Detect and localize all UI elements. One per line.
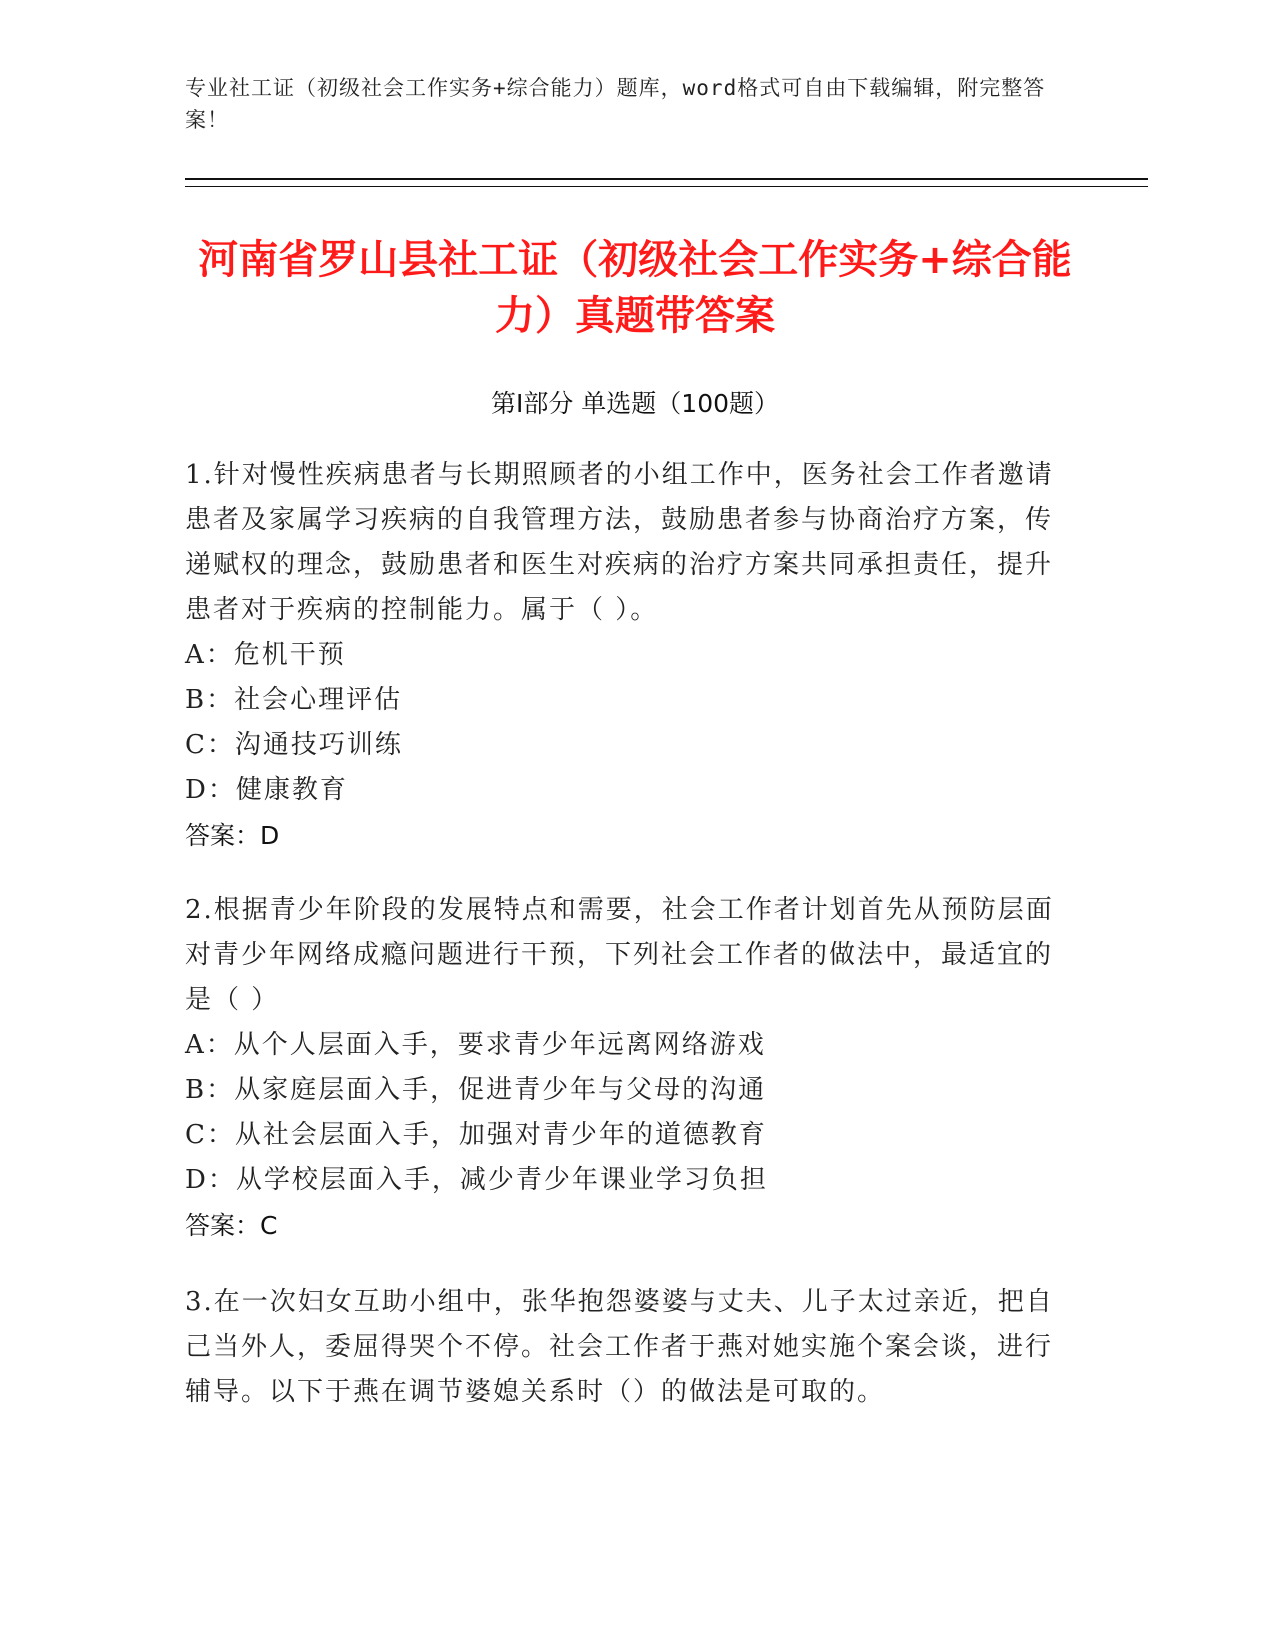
option-d: D：从学校层面入手，减少青少年课业学习负担 (185, 1165, 768, 1195)
answer: 答案：D (185, 821, 280, 850)
question-stem: 2.根据青少年阶段的发展特点和需要，社会工作者计划首先从预防层面对青少年网络成瘾问题进行干预，下列社会工作者的做法中，最适宜的是（ ） (185, 895, 1054, 1015)
option-b: B：从家庭层面入手，促进青少年与父母的沟通 (185, 1075, 767, 1105)
option-c: C：从社会层面入手，加强对青少年的道德教育 (185, 1120, 767, 1150)
question-stem: 3.在一次妇女互助小组中，张华抱怨婆婆与丈夫、儿子太过亲近，把自己当外人，委屈得哭个不停。社会工作者于燕对她实施个案会谈，进行辅导。以下于燕在调节婆媳关系时（）的做法是可取的。 (185, 1287, 1054, 1407)
answer: 答案：C (185, 1211, 278, 1240)
option-d: D：健康教育 (185, 775, 348, 805)
option-a: A：危机干预 (185, 640, 346, 670)
option-a: A：从个人层面入手，要求青少年远离网络游戏 (185, 1030, 766, 1060)
question-2 (185, 888, 1065, 1248)
header-divider-thick (185, 178, 1148, 180)
header-divider-thin (185, 186, 1148, 187)
question-1 (185, 453, 1065, 858)
question-stem: 1.针对慢性疾病患者与长期照顾者的小组工作中，医务社会工作者邀请患者及家属学习疾病的自我管理方法，鼓励患者参与协商治疗方案，传递赋权的理念，鼓励患者和医生对疾病的治疗方案共同承担责任，提升患者对于疾病的控制能力。属于（ ）。 (185, 460, 1054, 625)
question-3 (185, 1280, 1065, 1415)
section-title: 第Ⅰ部分 单选题（100题） (490, 389, 780, 418)
document-title: 河南省罗山县社工证（初级社会工作实务+综合能力）真题带答案 (198, 237, 1072, 339)
option-c: C：沟通技巧训练 (185, 730, 403, 760)
option-b: B：社会心理评估 (185, 685, 403, 715)
header-note: 专业社工证（初级社会工作实务+综合能力）题库，word格式可自由下载编辑，附完整答案！ (185, 76, 1046, 132)
